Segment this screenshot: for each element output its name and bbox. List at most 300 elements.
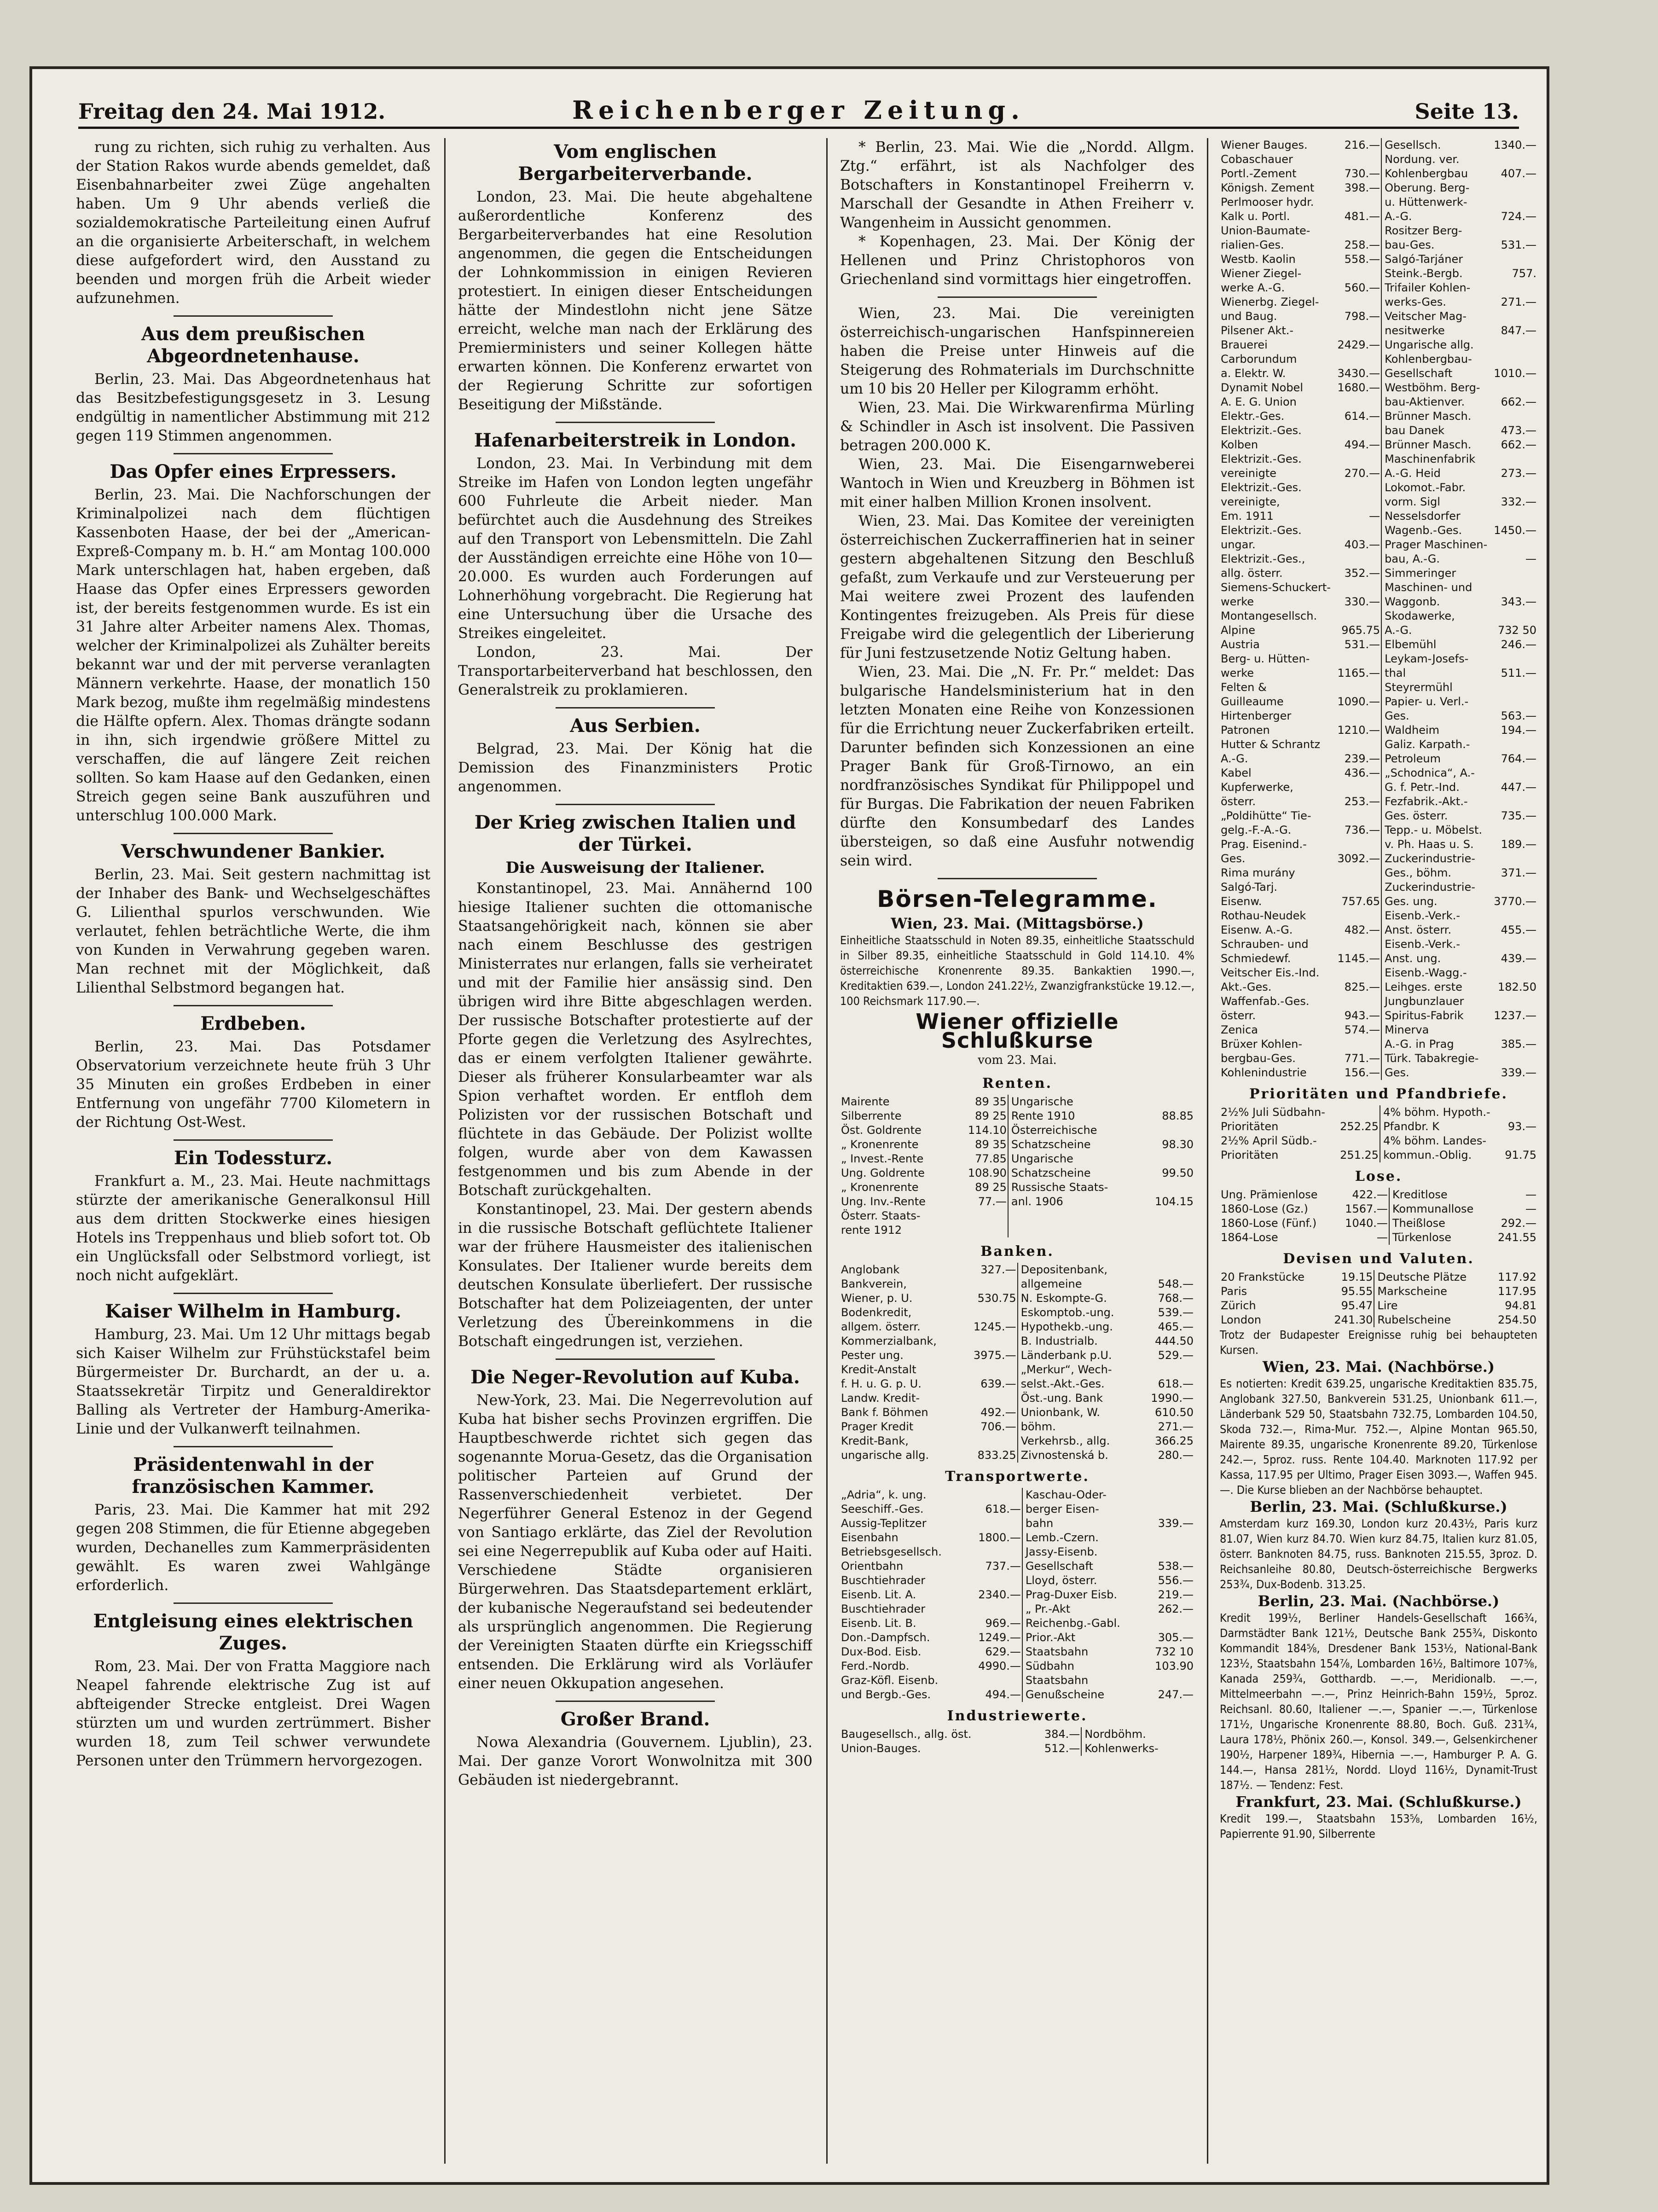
quote-value: 1680.— [1337,381,1380,394]
quote-value: 104.15 [1155,1195,1194,1208]
quote-value: 1090.— [1337,695,1380,708]
quote-name: Buschtiehrader [841,1602,926,1615]
quote-value: 706.— [980,1420,1016,1433]
quote-name: Eisenb.-Verk.- [1381,937,1491,952]
quote-name: 1860-Lose (Gz.) [1221,1202,1308,1215]
quote-name: Kredit-Bank, [841,1434,909,1447]
quote-row [1220,809,1537,823]
article-paragraph: Konstantinopel, 23. Mai. Der gestern abends in die russische Botschaft geflüchtete Italiener war der frühere Hausmeister des italienischen Konsulates. Der Italiener wurde bereits dem deutschen Konsulate überliefert. Der russische Botschafter hat dem Polizeiagenten, der unter Verletzung des Übereinkommens in die Botschaft eingedrungen ist, verziehen. [458,1201,812,1350]
quote-value [1335,837,1381,852]
article [76,1610,430,1771]
quote-value: 618.— [985,1503,1021,1515]
quote-value: 98.30 [1162,1138,1194,1151]
quote-value [1144,1531,1194,1545]
quote-name: und Baug. [1221,310,1277,323]
header-page-number: Seite 13. [1415,99,1519,124]
quote-row [1220,1009,1537,1023]
quote-row [1220,452,1537,466]
quote-name: vorm. Sigl [1381,495,1491,509]
quote-name: Staatsbahn [1022,1673,1144,1688]
quote-value [962,1334,1018,1348]
quote-value: 455.— [1501,923,1536,936]
quote-name: Kohlenindustrie [1221,1066,1307,1079]
article-paragraph: Frankfurt a. M., 23. Mai. Heute nachmittags stürzte der amerikanische Generalkonsul Hill aus dem dritten Stockwerke eines hiesigen Hotels ins Treppenhaus und blieb sofort tot. Ob ein Unglücksfall oder Selbstmord vorliegt, ist noch nicht aufgeklärt. [76,1173,430,1284]
quote-value: 1340.— [1494,139,1536,151]
quote-row [1220,509,1537,523]
quote-value: — [1369,510,1380,523]
quote-name: selst.-Akt.-Ges. [1018,1377,1139,1391]
quote-value [1491,695,1537,709]
quote-name: Paris [1221,1285,1247,1298]
quote-value: 117.95 [1498,1285,1536,1298]
quote-name: Kabel [1221,766,1252,779]
quote-value: 271.— [1501,296,1536,308]
quote-value [1491,152,1537,167]
quote-value: 114.10 [968,1124,1007,1137]
quote-name: und Bergb.-Ges. [841,1688,931,1701]
article-paragraph: Belgrad, 23. Mai. Der König hat die Demission des Finanzministers Protic angenommen. [458,741,812,795]
quote-name: Westböhm. Berg- [1381,381,1491,395]
berlin-schlusskurse-heading: Berlin, 23. Mai. (Schlußkurse.) [1250,1498,1507,1515]
quote-name: Kommerzialbank, [841,1335,937,1347]
quote-value: 371.— [1501,866,1536,879]
quote-value [967,1545,1022,1559]
article-paragraph: London, 23. Mai. In Verbindung mit dem Streike im Hafen von London legten ungefähr 600 Fuhrleute die Arbeit nieder. Man befürchtet auch die Ausdehnung des Streikes auf den Transport von Lebensmitteln. Die Zahl der Ausständigen erreichte eine Höhe von 10—20.000. Es wurden auch Forderungen auf Lohnerhöhung vorgebracht. Die Regierung hat eine Untersuchung über die Ursache des Streikes eingeleitet. [458,455,812,642]
quote-name: „ Kronenrente [841,1138,919,1151]
quote-name: rente 1912 [841,1224,902,1237]
quote-name: Brauerei [1221,338,1268,351]
quote-row [1220,609,1537,623]
quote-value: 965.75 [1341,624,1380,637]
article-headline: Präsidentenwahl in der französischen Kammer. [132,1454,375,1498]
header-title: Reichenberger Zeitung. [572,95,1025,125]
quote-name: Prag. Eisenind.- [1221,838,1307,851]
article-paragraph: Wien, 23. Mai. Die vereinigten österreichisch-ungarischen Hanfspinnereien haben die Preise unter Hinweis auf die Steigerung des Rohmaterials im Durchschnitte um 10 bis 20 Heller per Kilogramm erhöht. [840,305,1194,397]
article-paragraph: Berlin, 23. Mai. Das Potsdamer Observatorium verzeichnete heute früh 3 Uhr 35 Minuten ein großes Erdbeben in einer Entfernung von ungefähr 7700 Kilometern in der Richtung Ost-West. [76,1039,430,1131]
quote-name: thal [1381,666,1491,680]
quote-value: 241.55 [1498,1231,1536,1244]
quote-row [1220,823,1537,837]
quote-name: Spiritus-Fabrik [1381,1009,1491,1023]
quote-value: 91.75 [1505,1149,1536,1161]
separator [174,1139,333,1141]
quote-name: Simmeringer [1381,566,1491,581]
quote-value: 1165.— [1337,667,1380,679]
quote-name: Schmiedewf. [1221,952,1291,965]
quote-name: Buschtiehrader [841,1574,926,1587]
article [76,461,430,825]
quote-name: Genußscheine [1022,1688,1144,1702]
quote-value [1335,609,1381,623]
quote-value [1491,852,1537,866]
quote-value: 764.— [1501,752,1536,765]
quote-row [1220,1299,1537,1313]
quote-value: 482.— [1344,923,1380,936]
quote-value: 95.47 [1341,1299,1373,1312]
quote-value [1491,1051,1537,1066]
renten-table [840,1095,1194,1237]
quote-name: Eisenb.-Wagg.- [1381,966,1491,980]
quote-value: 407.— [1501,167,1536,180]
quote-row [1220,152,1537,167]
quote-value [1335,809,1381,823]
quote-value: 736.— [1344,824,1380,836]
quote-name: A.-G. [1381,623,1491,638]
quote-name: Österr. Staats- [841,1209,921,1222]
quote-value [1335,552,1381,566]
quote-name: kommun.-Oblig. [1380,1148,1501,1162]
quote-row [840,1531,1194,1545]
quote-name: Türk. Tabakregie- [1381,1051,1491,1066]
quote-value [1335,495,1381,509]
quote-row [840,1688,1194,1702]
quote-row [840,1616,1194,1631]
quote-name: Pilsener Akt.- [1221,324,1294,337]
renten-heading: Renten. [982,1075,1053,1091]
quote-name: Kredit-Anstalt [841,1363,916,1376]
official-quotes-date: vom 23. Mai. [978,1053,1057,1067]
article-headline: Das Opfer eines Erpressers. [110,461,397,482]
quote-row [1220,1231,1537,1245]
quote-name: Ges. ung. [1381,894,1491,909]
quote-value: 327.— [980,1263,1016,1276]
quote-name: allgem. österr. [841,1320,921,1333]
quote-name: G. f. Petr.-Ind. [1381,780,1491,795]
quote-row [840,1448,1194,1463]
quote-name: „ Invest.-Rente [841,1152,924,1165]
quote-row [1220,366,1537,381]
quote-value: 89 25 [975,1181,1007,1194]
quote-value [1335,994,1381,1009]
article [458,1366,812,1693]
quote-name: Orientbahn [841,1560,904,1573]
quote-name: Em. 1911 [1221,510,1274,523]
quote-row [840,1545,1194,1559]
quote-name: Wagenb.-Ges. [1381,523,1491,538]
quote-name: Wienerbg. Ziegel- [1221,296,1319,308]
quote-value: 1249.— [978,1631,1021,1644]
quote-value: 436.— [1344,766,1380,779]
quote-name: Cobaschauer [1221,153,1293,166]
quote-value: 512.— [1044,1742,1080,1755]
quote-row [1220,538,1537,552]
quote-name: „Adria“, k. ung. [841,1488,927,1501]
separator [556,1359,715,1360]
quote-row [1220,1270,1537,1284]
quote-value: 292.— [1501,1217,1536,1230]
quote-value: 1145.— [1337,952,1380,965]
quote-value: 4990.— [978,1660,1021,1672]
separator [556,422,715,423]
quote-value [1335,295,1381,309]
quote-value [1335,780,1381,795]
quote-name: gelg.-F.-A.-G. [1221,824,1292,836]
devisen-heading: Devisen und Valuten. [1283,1251,1474,1267]
quote-row [1220,352,1537,366]
quote-value [1491,309,1537,324]
quote-value: 343.— [1501,595,1536,608]
quote-value: 538.— [1158,1560,1194,1573]
quote-name: Dynamit Nobel [1221,381,1303,394]
quote-name: Veitscher Mag- [1381,309,1491,324]
quote-value: 95.55 [1341,1285,1373,1298]
quote-row [1220,909,1537,923]
quote-value: 366.25 [1155,1434,1194,1447]
article-paragraph: Wien, 23. Mai. Die Wirkwarenfirma Mürling & Schindler in Asch ist insolvent. Die Passiven betragen 200.000 K. [840,400,1194,454]
quote-name: österr. [1221,1009,1256,1022]
quote-value [1192,1742,1194,1756]
newspaper-page [32,69,1547,2182]
quote-value: 239.— [1344,752,1380,765]
quote-value: — [1525,552,1536,565]
quote-name: Betriebsgesellsch. [841,1545,942,1558]
quote-name: Südbahn [1022,1659,1144,1673]
quote-row [1220,424,1537,438]
quote-value [967,1488,1022,1502]
quote-value: 662.— [1501,395,1536,408]
quote-value [1491,181,1537,195]
prioritaeten-table [1220,1105,1537,1162]
quote-name: A.-G. [1221,752,1248,765]
prioritaeten-heading: Prioritäten und Pfandbriefe. [1249,1086,1508,1102]
quote-row [840,1377,1194,1391]
article-paragraph: London, 23. Mai. Die heute abgehaltene außerordentliche Konferenz des Bergarbeiterverbandes hat eine Resolution angenommen, die gegen die Entscheidungen der Lohnkommission in einigen Revieren protestiert. In einigen dieser Entscheidungen hätte der Mindestlohn nicht jene Sätze erreicht, welche man nach der Erklärung des Premierministers und seiner Kollegen hätte erwarten können. Die Konferenz erwartet von der Regierung Schritte zur sofortigen Beseitigung der Mißstände. [458,189,812,413]
quote-row [1220,1313,1537,1327]
quote-name: nesitwerke [1381,324,1491,338]
quote-name: Prioritäten [1221,1120,1279,1133]
quote-value: 352.— [1344,567,1380,580]
quote-row [840,1588,1194,1602]
quote-value [1141,1209,1194,1223]
quote-value [1335,880,1381,894]
quote-name: Rositzer Berg- [1381,224,1491,238]
separator [174,315,333,317]
quote-row [840,1573,1194,1588]
quote-value: 732 10 [1155,1645,1194,1658]
quote-row [840,1434,1194,1448]
quote-name: Akt.-Ges. [1221,981,1272,993]
quote-name: Wiener, p. U. [841,1292,913,1305]
article-headline: Großer Brand. [560,1708,710,1730]
quote-row [1220,566,1537,581]
quote-name: Steink.-Bergb. [1381,267,1491,281]
quote-value [1491,909,1537,923]
quote-row [840,1180,1194,1195]
quote-name: bau-Aktienver. [1381,395,1491,409]
quote-row [1220,880,1537,894]
quote-row [1220,638,1537,652]
quote-name: Lloyd, österr. [1022,1573,1144,1588]
news-items [840,138,1194,871]
quote-value [1491,452,1537,466]
quote-name: Zenica [1221,1023,1258,1036]
quote-name: Länderbank p.U. [1018,1348,1139,1363]
quote-value: — [1525,1202,1536,1215]
quote-value [1491,381,1537,395]
quote-name: Papier- u. Verl.- [1381,695,1491,709]
quote-value [1491,281,1537,295]
quote-name: Gesellschaft [1022,1559,1144,1573]
quote-value [1335,652,1381,666]
article-headline: Ein Todessturz. [174,1147,333,1169]
quote-value: 384.— [1044,1728,1080,1741]
article-paragraph: Paris, 23. Mai. Die Kammer hat mit 292 gegen 208 Stimmen, die für Etienne abgegeben wurden, Dechanelles zum Kammerpräsidenten gewählt. Es waren zwei Wahlgänge erforderlich. [76,1502,430,1594]
quote-value [1335,352,1381,366]
quote-name: Prioritäten [1221,1149,1279,1161]
quote-name: Pfandbr. K [1380,1120,1501,1134]
berlin-nachboerse-heading: Berlin, 23. Mai. (Nachbörse.) [1258,1592,1500,1610]
page-header [78,94,1519,129]
quote-name: Ges. [1381,1066,1491,1080]
quote-name: Ungarische [1008,1095,1141,1109]
quote-value: 847.— [1501,324,1536,337]
quote-value: 447.— [1501,781,1536,794]
quote-value [1192,1727,1194,1742]
quote-value [1491,680,1537,695]
quote-name: Russische Staats- [1008,1180,1141,1195]
quote-name: Westb. Kaolin [1221,253,1296,266]
berlin-nachboerse-text: Kredit 199½, Berliner Handels-Gesellschaft 166¾, Darmstädter Bank 121½, Deutsche Bank 255¾, Diskonto Kommandit 184⅝, Dresdener Bank 153½, National-Bank 123½, Staatsbahn 154⅞, Lombarden 16½, Baltimore 107⅝, Kanada 259¾, Gotthardb. —.—, Meridionalb. —.—, Mittelmeerbahn —.—, Prinz Heinrich-Bahn 159½, 5proz. Reichsanl. 80.60, Italiener —.—, Spanier —.—, Türkenlose 171½, Ungarische Kronenrente 88.80, Boch. Guß. 231¾, Laura 178½, Phönix 260.—, Konsol. 349.—, Gelsenkirchener 190½, Harpener 189¾, Hibernia —.—, Hamburger P. A. G. 144.—, Hansa 281½, Nordd. Lloyd 116½, Dynamit-Trust 187½. — Tendenz: Fest. [1220,1611,1537,1792]
quote-name: Hypothekb.-ung. [1018,1320,1139,1334]
quote-row [840,1391,1194,1405]
quote-value [1501,1134,1537,1148]
quote-value: 246.— [1501,638,1536,651]
quote-value: 88.85 [1162,1109,1194,1122]
article-paragraph: Berlin, 23. Mai. Die Nachforschungen der Kriminalpolizei nach dem flüchtigen Kassenboten Haase, der bei der „American-Expreß-Company m. b. H.“ am Montag 100.000 Mark unterschlagen hat, haben ergeben, daß Haase das Opfer eines Erpressers geworden ist, der bereits festgenommen wurde. Es ist ein 31 Jahre alter Arbeiter namens Alex. Thomas, welcher der Kriminalpolizei als Zuhälter bereits bekannt war und der mit perverse veranlagten Männern verkehrte. Haase, der monatlich 150 Mark bezog, mußte ihm regelmäßig mindestens die Hälfte opfern. Alex. Thomas drängte sodann in ihn, sich irgendwie größere Mittel zu verschaffen, die auf längere Zeit reichen sollten. So kam Haase auf den Gedanken, einen Streich gegen seine Bank auszuführen und unterschlug 100.000 Mark. [76,487,430,824]
article [76,1013,430,1132]
quote-name: B. Industrialb. [1018,1334,1139,1348]
quote-row [1220,1037,1537,1051]
quote-name: Hutter & Schrantz [1221,738,1321,751]
quote-row [840,1673,1194,1688]
quote-value [1491,652,1537,666]
separator [556,804,715,805]
quote-value: 757. [1512,267,1536,280]
quote-name: Brünner Masch. [1381,409,1491,424]
article-paragraph: Konstantinopel, 23. Mai. Annähernd 100 hiesige Italiener suchten die ottomanische Staatsangehörigkeit nach, können sie aber nach einem Beschlusse des gestrigen Ministerrates nur erlangen, falls sie verheiratet und mit der Familie hier ansässig sind. Den übrigen wird ihre Bitte abgeschlagen werden. Der russische Botschafter protestierte auf der Pforte gegen die Verletzung des Asylrechtes, das er einem verfolgten Italiener gewährte. Dieser als früherer Konsularbeamter war als Spion verhaftet worden. Er entfloh dem Polizisten vor der russischen Botschaft und flüchtete in das Gebäude. Der Polizist wollte folgen, wurde aber von dem Kawassen festgenommen und bis zum Abende in der Botschaft zurückgehalten. [458,880,812,1199]
quote-value [1491,1023,1537,1037]
quote-name: anl. 1906 [1008,1195,1141,1209]
quote-row [1220,581,1537,595]
quote-row [1220,1284,1537,1299]
quote-name: Rima murány [1221,866,1295,879]
quote-name: Don.-Dampfsch. [841,1631,930,1644]
quote-value [1491,409,1537,424]
quote-value: 271.— [1158,1420,1194,1433]
quote-name: vereinigte [1221,467,1277,480]
boerse-title: Börsen-Telegramme. [877,886,1158,912]
quote-name: bau, A.-G. [1381,552,1491,566]
quote-name: Alpine [1221,624,1255,637]
quote-name: Portl.-Zement [1221,167,1297,180]
quote-name: 4% böhm. Landes- [1380,1134,1501,1148]
quote-value [1491,994,1537,1009]
article-paragraph: Wien, 23. Mai. Das Komitee der vereinigten österreichischen Zuckerraffinerien hat in seiner gestern abgehaltenen Sitzung den Beschluß gefaßt, zum Verkaufe und zur Versteuerung per Mai weitere zwei Prozent des laufenden Kontingentes freizugeben. Als Preis für diese Freigabe wird die gelegentlich der Liberierung für Juni festzusetzende Notiz Geltung haben. [840,513,1194,662]
frankfurt-heading: Frankfurt, 23. Mai. (Schlußkurse.) [1235,1793,1522,1811]
article-headline: Aus Serbien. [570,715,701,737]
quote-value: 262.— [1158,1602,1194,1615]
quote-value: 77.85 [975,1152,1007,1165]
quote-row [840,1334,1194,1348]
quote-value [1491,224,1537,238]
quote-value: 737.— [985,1560,1021,1573]
quote-value [1491,766,1537,780]
quote-name: Hirtenberger [1221,709,1292,722]
quote-name: Ung. Prämienlose [1221,1188,1318,1201]
article-headline: Verschwundener Bankier. [121,841,385,862]
quote-row [840,1306,1194,1320]
quote-value [1335,152,1381,167]
quote-row [840,1602,1194,1616]
quote-name [1008,1223,1141,1237]
quote-value: 3092.— [1337,852,1380,865]
quote-value [1141,1152,1194,1166]
wien-nachboerse-heading: Wien, 23. Mai. (Nachbörse.) [1263,1358,1495,1376]
quote-name: Zuckerindustrie- [1381,852,1491,866]
quote-value [1144,1616,1194,1631]
quote-row [840,1109,1194,1123]
quote-name: Elektr.-Ges. [1221,410,1285,423]
quote-row [1220,795,1537,809]
quote-name: Nordböhm. [1081,1727,1192,1742]
quote-name: Lire [1374,1299,1488,1313]
column-2 [458,138,812,2164]
quote-value: 558.— [1344,253,1380,266]
quote-value [1335,395,1381,409]
quote-value: 730.— [1344,167,1380,180]
quote-value: 254.50 [1498,1313,1536,1326]
quote-value [1335,523,1381,538]
quote-value: 473.— [1501,424,1536,437]
quote-row [1220,1120,1537,1134]
quote-value: 639.— [980,1377,1016,1390]
quote-name: Jungbunzlauer [1381,994,1491,1009]
article-headline: Aus dem preußischen Abgeordnetenhause. [141,323,365,367]
quote-row [1220,224,1537,238]
quote-name: Schatzscheine [1008,1138,1141,1152]
wien-mittagsboerse-heading: Wien, 23. Mai. (Mittagsbörse.) [891,915,1144,932]
quote-name: werke A.-G. [1221,281,1285,294]
quote-value: 280.— [1158,1449,1194,1462]
quote-value: 332.— [1501,495,1536,508]
frankfurt-text: Kredit 199.—, Staatsbahn 153⅝, Lombarden 16½, Papierrente 91.90, Silberrente [1220,1812,1537,1840]
quote-name: Waffenfab.-Ges. [1221,995,1310,1008]
quote-value [1335,424,1381,438]
article [76,1454,430,1595]
quote-row [1220,167,1537,181]
boerse-section [840,886,1194,1756]
industrie-heading: Industriewerte. [947,1708,1088,1724]
quote-row [1220,438,1537,452]
quote-value: 1450.— [1494,524,1536,537]
quote-value: 465.— [1158,1320,1194,1333]
article [76,323,430,446]
quote-value [967,1573,1022,1588]
quote-value: 943.— [1344,1009,1380,1022]
quote-value: 1800.— [978,1531,1021,1544]
quote-name: berger Eisen- [1022,1502,1144,1516]
quote-row [840,1488,1194,1502]
quote-name: Nordung. ver. [1381,152,1491,167]
header-date: Freitag den 24. Mai 1912. [78,99,386,124]
quote-row [1220,666,1537,680]
transport-heading: Transportwerte. [945,1469,1090,1485]
quote-value [1335,452,1381,466]
article-headline: Der Krieg zwischen Italien und der Türkei. [474,812,796,855]
quote-name: Zivnostenská b. [1018,1448,1139,1463]
separator [174,1293,333,1294]
quote-name: Ungarische allg. [1381,338,1491,352]
